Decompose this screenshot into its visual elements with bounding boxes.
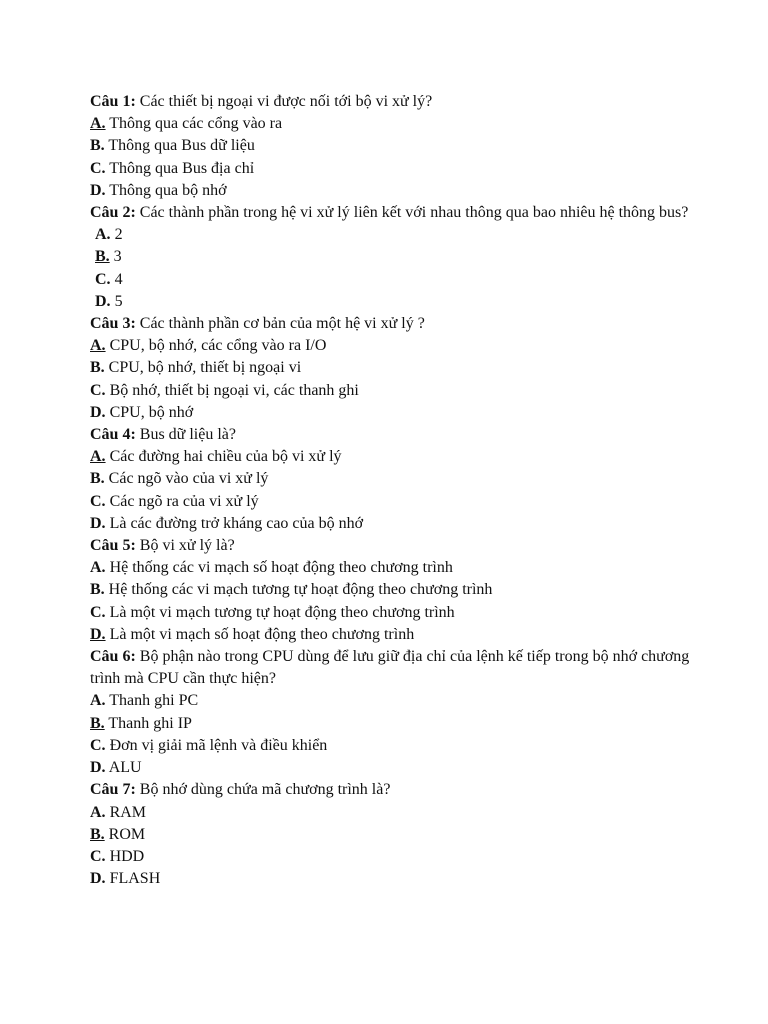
option-label: A. [90, 337, 106, 355]
option-text: CPU, bộ nhớ, các cổng vào ra I/O [109, 337, 327, 355]
option-text: Hệ thống các vi mạch tương tự hoạt động theo chương trình [108, 581, 493, 599]
option-label: C. [95, 270, 111, 288]
option-label: C. [90, 847, 106, 865]
option-text: Hệ thống các vi mạch số hoạt động theo chương trình [109, 559, 453, 577]
question-text: Các thành phần cơ bản của một hệ vi xử lý ? [139, 315, 425, 333]
option-4d [90, 513, 690, 535]
option-text: Là các đường trở kháng cao của bộ nhớ [109, 514, 364, 532]
option-label: D. [90, 403, 106, 421]
option-label: D. [90, 625, 106, 643]
option-2c [90, 269, 690, 291]
question-label: Câu 1: [90, 93, 136, 110]
option-6d [90, 757, 690, 779]
option-7c [90, 846, 690, 868]
option-label: D. [90, 759, 106, 777]
question-4 [90, 424, 690, 446]
option-text: HDD [109, 847, 145, 865]
option-label: A. [90, 692, 106, 710]
option-label: C. [90, 736, 106, 754]
question-block-7 [90, 779, 690, 890]
question-label: Câu 7: [90, 781, 136, 799]
question-block-1 [90, 91, 690, 202]
question-label: Câu 3: [90, 315, 136, 333]
option-text: Thông qua các cổng vào ra [109, 115, 283, 133]
option-text: 3 [113, 248, 122, 266]
question-7 [90, 779, 690, 801]
option-7d [90, 868, 690, 890]
question-block-2 [90, 202, 690, 313]
option-text: Là một vi mạch tương tự hoạt động theo chương trình [109, 603, 455, 621]
option-label: C. [90, 603, 106, 621]
question-text: Bộ nhớ dùng chứa mã chương trình là? [139, 781, 391, 799]
question-text: Các thành phần trong hệ vi xử lý liên kết với nhau thông qua bao nhiêu hệ thông bus? [139, 204, 689, 222]
option-label: C. [90, 381, 106, 399]
option-text: ROM [108, 825, 146, 843]
option-label: A. [90, 803, 106, 821]
option-3d [90, 402, 690, 424]
option-6c [90, 735, 690, 757]
option-text: Bộ nhớ, thiết bị ngoại vi, các thanh ghi [109, 381, 359, 399]
option-label: D. [90, 870, 106, 888]
option-7b [90, 824, 690, 846]
option-2a [90, 224, 690, 246]
option-text: Các đường hai chiều của bộ vi xử lý [109, 448, 342, 466]
option-text: RAM [109, 803, 147, 821]
option-6a [90, 690, 690, 712]
question-block-5 [90, 535, 690, 646]
option-label: B. [90, 714, 105, 732]
option-label: C. [90, 159, 106, 177]
option-label: B. [90, 470, 105, 488]
option-text: ALU [108, 759, 142, 777]
question-6 [90, 646, 690, 690]
question-text: Các thiết bị ngoại vi được nối tới bộ vi xử lý? [139, 93, 433, 110]
option-1a [90, 113, 690, 135]
option-text: CPU, bộ nhớ, thiết bị ngoại vi [108, 359, 302, 377]
option-text: Các ngõ ra của vi xử lý [109, 492, 259, 510]
option-label: B. [90, 581, 105, 599]
option-label: A. [90, 115, 106, 133]
option-4b [90, 468, 690, 490]
option-text: Là một vi mạch số hoạt động theo chương trình [109, 625, 415, 643]
option-5d [90, 624, 690, 646]
option-text: 4 [114, 270, 123, 288]
document-page [90, 91, 690, 890]
option-text: Các ngõ vào của vi xử lý [108, 470, 269, 488]
option-label: D. [95, 292, 111, 310]
option-6b [90, 713, 690, 735]
option-text: Thanh ghi PC [109, 692, 199, 710]
option-3c [90, 380, 690, 402]
option-label: B. [90, 137, 105, 155]
question-block-3 [90, 313, 690, 424]
option-label: D. [90, 181, 106, 199]
question-block-6 [90, 646, 690, 779]
option-text: 2 [114, 226, 123, 244]
question-block-4 [90, 424, 690, 535]
option-text: Thông qua bộ nhớ [109, 181, 227, 199]
option-7a [90, 802, 690, 824]
option-label: B. [90, 825, 105, 843]
option-text: Thông qua Bus địa chỉ [109, 159, 255, 177]
option-text: Thanh ghi IP [108, 714, 192, 732]
option-label: D. [90, 514, 106, 532]
question-1 [90, 91, 690, 113]
question-5 [90, 535, 690, 557]
option-label: B. [95, 248, 110, 266]
option-2b [90, 246, 690, 268]
option-1c [90, 158, 690, 180]
question-label: Câu 2: [90, 204, 136, 222]
option-label: A. [95, 226, 111, 244]
option-label: A. [90, 559, 106, 577]
option-label: A. [90, 448, 106, 466]
option-4a [90, 446, 690, 468]
option-text: Thông qua Bus dữ liệu [108, 137, 255, 155]
question-label: Câu 4: [90, 426, 136, 444]
option-2d [90, 291, 690, 313]
question-text: Bộ vi xử lý là? [139, 537, 235, 555]
question-2 [90, 202, 690, 224]
question-text: Bộ phận nào trong CPU dùng để lưu giữ địa chỉ của lệnh kế tiếp trong bộ nhớ chương trình mà CPU cần thực hiện? [90, 648, 690, 688]
option-5b [90, 579, 690, 601]
option-1d [90, 180, 690, 202]
option-text: 5 [114, 292, 123, 310]
option-1b [90, 135, 690, 157]
option-4c [90, 491, 690, 513]
question-3 [90, 313, 690, 335]
question-label: Câu 5: [90, 537, 136, 555]
option-text: FLASH [109, 870, 161, 888]
option-3a [90, 335, 690, 357]
option-label: B. [90, 359, 105, 377]
question-label: Câu 6: [90, 648, 136, 666]
option-label: C. [90, 492, 106, 510]
option-5a [90, 557, 690, 579]
option-text: CPU, bộ nhớ [109, 403, 194, 421]
option-3b [90, 357, 690, 379]
option-5c [90, 602, 690, 624]
question-text: Bus dữ liệu là? [139, 426, 236, 444]
option-text: Đơn vị giải mã lệnh và điều khiển [109, 736, 328, 754]
